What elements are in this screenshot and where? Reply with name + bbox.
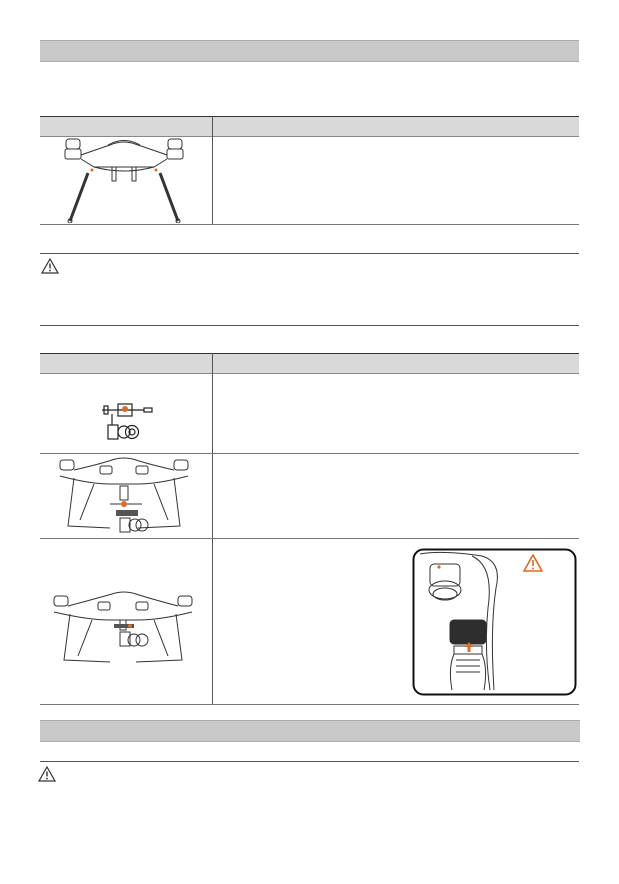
table-1-header <box>40 116 579 137</box>
warning-triangle-icon <box>41 258 59 274</box>
table-2-divider <box>212 353 213 705</box>
section-header-bar-1 <box>40 40 579 62</box>
table-2-header <box>40 353 579 374</box>
warning-triangle-icon <box>38 766 56 782</box>
drone-landing-gear-figure <box>58 137 190 223</box>
note-1-top-rule <box>40 253 579 254</box>
gimbal-camera-figure <box>100 401 155 441</box>
section-header-bar-2 <box>40 720 580 742</box>
table-2-row-1-bottom <box>40 453 579 454</box>
note-1-bottom-rule <box>40 325 579 326</box>
connector-detail-figure <box>412 548 577 696</box>
note-2-top-rule <box>40 761 579 762</box>
drone-gimbal-install-figure <box>50 456 198 536</box>
table-2-bottom <box>40 704 579 705</box>
table-1-bottom <box>40 224 579 225</box>
table-2-row-2-bottom <box>40 538 579 539</box>
drone-gimbal-installed-figure <box>48 588 198 666</box>
table-1-divider <box>212 116 213 225</box>
caution-orange-icon <box>523 554 543 572</box>
